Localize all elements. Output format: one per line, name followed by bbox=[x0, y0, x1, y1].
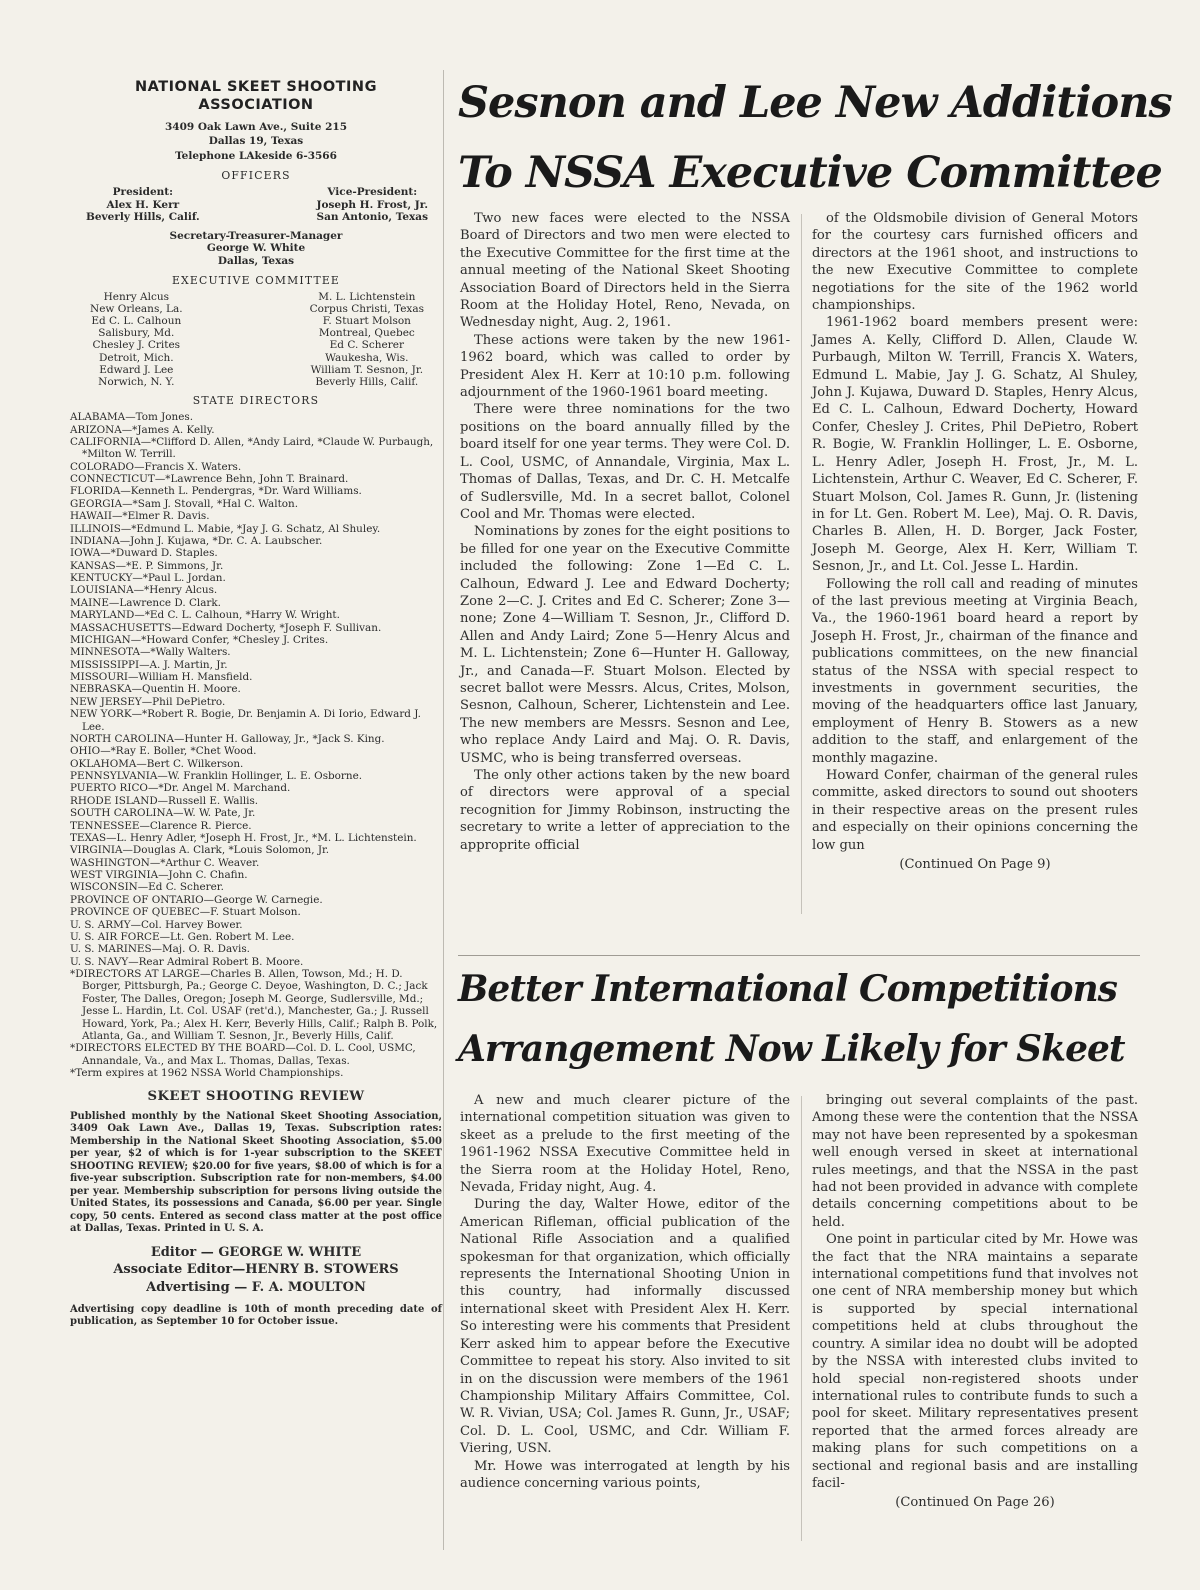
article1-headline-line2: To NSSA Executive Committee bbox=[458, 148, 1162, 198]
review-publication-info: Published monthly by the National Skeet Shooting Association, 3409 Oak Lawn Ave., Dallas 19, Texas. Subscription rates: Membership in the National Skeet Shooting Association, $5.00 per year, $2 of which is for 1-year subscription to the SKEET SHOOTING REVIEW; $20.00 for five years, $8.00 of which is for a five-year subscription. Subscription rate for non-members, $4.00 per year. Membership subscription for persons living outside the United States, its possessions and Canada, $6.00 per year. Single copy, 50 cents. Entered as second class matter at the post office at Dallas, Texas. Printed in U. S. A. bbox=[70, 1110, 442, 1235]
exec-member-line: Waukesha, Wis. bbox=[325, 351, 409, 364]
continued-notice: (Continued On Page 26) bbox=[895, 1495, 1055, 1511]
state-director-entry: SOUTH CAROLINA—W. W. Pate, Jr. bbox=[70, 807, 256, 820]
secretary-treasurer: Secretary-Treasurer-Manager George W. White Dallas, Texas bbox=[169, 229, 343, 267]
state-director-entry: OKLAHOMA—Bert C. Wilkerson. bbox=[70, 757, 244, 770]
state-director-entry: HAWAII—*Elmer R. Davis. bbox=[70, 510, 210, 523]
state-director-entry: IOWA—*Duward D. Staples. bbox=[70, 547, 218, 560]
state-director-entry: KENTUCKY—*Paul L. Jordan. bbox=[70, 572, 226, 585]
state-director-entry: U. S. NAVY—Rear Admiral Robert B. Moore. bbox=[70, 955, 304, 968]
state-director-entry: U. S. MARINES—Maj. O. R. Davis. bbox=[70, 943, 250, 956]
exec-member-line: Montreal, Quebec bbox=[318, 327, 415, 340]
state-director-entry: OHIO—*Ray E. Boller, *Chet Wood. bbox=[70, 745, 257, 758]
exec-member-line: Corpus Christi, Texas bbox=[309, 302, 424, 315]
state-director-entry: ARIZONA—*James A. Kelly. bbox=[70, 423, 215, 436]
review-title: SKEET SHOOTING REVIEW bbox=[147, 1089, 365, 1105]
article2-column-1 bbox=[460, 1092, 790, 1492]
exec-committee-heading: EXECUTIVE COMMITTEE bbox=[171, 273, 341, 287]
exec-member-line: Edward J. Lee bbox=[99, 363, 174, 376]
article-paragraph: Two new faces were elected to the NSSA Board of Directors and two men were elected to the Executive Committee for the first time at the annual meeting of the National Skeet Shooting Association Board of Directors held in the Sierra Room at the Holiday Hotel, Reno, Nevada, on Wednesday night, Aug. 2, 1961. bbox=[460, 211, 790, 331]
exec-committee-right bbox=[310, 291, 424, 388]
state-director-entry: INDIANA—John J. Kujawa, *Dr. C. A. Laubscher. bbox=[70, 534, 323, 547]
advertising-deadline: Advertising copy deadline is 10th of month preceding date of publication, as September 10 for October issue. bbox=[70, 1304, 442, 1328]
state-director-entry: GEORGIA—*Sam J. Stovall, *Hal C. Walton. bbox=[70, 497, 299, 510]
state-director-entry: NEW YORK—*Robert R. Bogie, Dr. Benjamin A. Di Iorio, Edward J. Lee. bbox=[70, 708, 421, 733]
article-paragraph: During the day, Walter Howe, editor of the American Rifleman, official publication of the National Rifle Association and a qualified spokesman for that organization, which officially represents the International Shooting Union in this country, had informally discussed international skeet with President Alex H. Kerr. So interesting were his comments that President Kerr asked him to appear before the Executive Committee to repeat his story. Also invited to sit in on the discussion were members of the 1961 Championship Military Affairs Committee, Col. W. R. Vivian, USA; Col. James R. Gunn, Jr., USAF; Col. D. L. Cool, USMC, and Cdr. William F. Viering, USN. bbox=[460, 1197, 790, 1457]
exec-member-line: Beverly Hills, Calif. bbox=[315, 375, 419, 388]
article-paragraph: One point in particular cited by Mr. Howe was the fact that the NRA maintains a separate international competitions fund that involves not one cent of NRA membership money but which is supported by special international competitions held at clubs throughout the country. A similar idea no doubt will be adopted by the NSSA with interested clubs invited to hold special non-registered shoots under international rules to contribute funds to such a pool for skeet. Military representatives present reported that the armed forces already are making plans for such competitions on a sectional and regional basis and are installing facil- bbox=[812, 1232, 1138, 1491]
continued-notice: (Continued On Page 9) bbox=[899, 857, 1051, 873]
state-director-entry: *DIRECTORS AT LARGE—Charles B. Allen, Towson, Md.; H. D. Borger, Pittsburgh, Pa.; George C. Deyoe, Washington, D. C.; Jack Foster, The Dalles, Oregon; Joseph M. George, Sudlersville, Md.; Jesse L. Hardin, Lt. Col. USAF (ret'd.), Manchester, Ga.; J. Russell Howard, York, Pa.; Alex H. Kerr, Beverly Hills, Calif.; Ralph B. Polk, Atlanta, Ga., and William T. Sesnon, Jr., Beverly Hills, Calif. bbox=[70, 968, 438, 1042]
article-paragraph: Following the roll call and reading of minutes of the last previous meeting at Virginia Beach, Va., the 1960-1961 board heard a report by Joseph H. Frost, Jr., chairman of the finance and publications committees, on the new financial status of the NSSA with special respect to investments in government securities, the moving of the headquarters office last January, employment of Henry B. Stowers as a new addition to the staff, and enlargement of the monthly magazine. bbox=[812, 576, 1138, 766]
exec-member-line: New Orleans, La. bbox=[90, 302, 183, 315]
state-director-entry: MAINE—Lawrence D. Clark. bbox=[70, 596, 221, 609]
article-paragraph: A new and much clearer picture of the international competition situation was given to skeet as a prelude to the first meeting of the 1961-1962 NSSA Executive Committee held in the Sierra room at the Holiday Hotel, Reno, Nevada, Friday night, Aug. 4. bbox=[460, 1093, 790, 1196]
state-director-entry: TENNESSEE—Clarence R. Pierce. bbox=[70, 819, 252, 832]
state-director-entry: U. S. ARMY—Col. Harvey Bower. bbox=[70, 918, 243, 931]
exec-member-line: William T. Sesnon, Jr. bbox=[310, 363, 424, 376]
state-director-entry: WISCONSIN—Ed C. Scherer. bbox=[70, 881, 224, 894]
state-director-entry: PUERTO RICO—*Dr. Angel M. Marchand. bbox=[70, 782, 291, 795]
state-director-entry: WEST VIRGINIA—John C. Chafin. bbox=[70, 869, 248, 882]
exec-member-line: Salisbury, Md. bbox=[98, 327, 175, 340]
article1-headline-line1: Sesnon and Lee New Additions bbox=[458, 78, 1172, 128]
state-directors-list bbox=[70, 411, 442, 1079]
exec-member-line: Chesley J. Crites bbox=[92, 339, 181, 352]
article-paragraph: 1961-1962 board members present were: James A. Kelly, Clifford D. Allen, Claude W. Purbaugh, Milton W. Terrill, Francis X. Waters, Edmund L. Mabie, Jay J. G. Schatz, Al Shuley, John J. Kujawa, Duward D. Staples, Henry Alcus, Ed C. L. Calhoun, Edward Docherty, Howard Confer, Chesley J. Crites, Phil DePietro, Robert R. Bogie, W. Franklin Hollinger, L. E. Osborne, L. Henry Adler, Joseph H. Frost, Jr., M. L. Lichtenstein, Arthur C. Weaver, Ed C. Scherer, F. Stuart Molson, Col. James R. Gunn, Jr. (listening in for Lt. Gen. Robert M. Lee), Maj. O. R. Davis, Charles B. Allen, H. D. Borger, Jack Foster, Joseph M. George, Alex H. Kerr, William T. Sesnon, Jr., and Lt. Col. Jesse L. Hardin. bbox=[812, 315, 1138, 575]
article-divider bbox=[458, 955, 1140, 956]
article2-headline-line1: Better International Competitions bbox=[458, 968, 1117, 1010]
exec-member-line: F. Stuart Molson bbox=[322, 315, 411, 328]
state-director-entry: NORTH CAROLINA—Hunter H. Galloway, Jr., *Jack S. King. bbox=[70, 732, 385, 745]
article-paragraph: There were three nominations for the two positions on the board annually filled by the board itself for one year terms. They were Col. D. L. Cool, USMC, of Annandale, Virginia, Max L. Thomas of Dallas, Texas, and Dr. C. H. Metcalfe of Sudlersville, Md. In a secret ballot, Colonel Cool and Mr. Thomas were elected. bbox=[460, 402, 790, 522]
article-paragraph: These actions were taken by the new 1961-1962 board, which was called to order by President Alex H. Kerr at 10:10 p.m. following adjournment of the 1960-1961 board meeting. bbox=[460, 332, 790, 401]
state-director-entry: MASSACHUSETTS—Edward Docherty, *Joseph F. Sullivan. bbox=[70, 621, 382, 634]
article1-column-1 bbox=[460, 210, 790, 854]
masthead-sidebar bbox=[70, 78, 442, 1548]
exec-member-line: Norwich, N. Y. bbox=[98, 375, 175, 388]
vice-president-block: Vice-President: Joseph H. Frost, Jr. San Antonio, Texas bbox=[316, 185, 428, 224]
state-director-entry: CALIFORNIA—*Clifford D. Allen, *Andy Laird, *Claude W. Purbaugh, *Milton W. Terrill. bbox=[70, 435, 434, 461]
state-directors-heading: STATE DIRECTORS bbox=[192, 394, 320, 408]
state-director-entry: ALABAMA—Tom Jones. bbox=[70, 411, 194, 424]
exec-member-line: Detroit, Mich. bbox=[99, 351, 174, 364]
exec-member-line: M. L. Lichtenstein bbox=[318, 290, 416, 303]
state-director-entry: VIRGINIA—Douglas A. Clark, *Louis Solomon, Jr. bbox=[70, 844, 330, 857]
article2-column-2 bbox=[812, 1092, 1138, 1512]
exec-member-line: Ed C. Scherer bbox=[329, 339, 404, 352]
state-director-entry: RHODE ISLAND—Russell E. Wallis. bbox=[70, 794, 259, 807]
article-paragraph: Howard Confer, chairman of the general rules committe, asked directors to sound out shooters in their respective areas on the present rules and especially on their opinions concerning the low gun bbox=[812, 768, 1138, 853]
state-director-entry: MARYLAND—*Ed C. L. Calhoun, *Harry W. Wright. bbox=[70, 609, 340, 622]
state-director-entry: WASHINGTON—*Arthur C. Weaver. bbox=[70, 856, 260, 869]
state-director-entry: PENNSYLVANIA—W. Franklin Hollinger, L. E. Osborne. bbox=[70, 770, 363, 783]
officers bbox=[86, 186, 428, 224]
state-director-entry: NEW JERSEY—Phil DePietro. bbox=[70, 695, 226, 708]
state-director-entry: NEBRASKA—Quentin H. Moore. bbox=[70, 683, 241, 696]
org-address: 3409 Oak Lawn Ave., Suite 215 Dallas 19, Texas Telephone LAkeside 6-3566 bbox=[164, 121, 348, 162]
state-director-entry: MISSOURI—William H. Mansfield. bbox=[70, 671, 253, 684]
state-director-entry: PROVINCE OF QUEBEC—F. Stuart Molson. bbox=[70, 906, 301, 919]
article-paragraph: Nominations by zones for the eight positions to be filled for one year on the Executive Committe included the following: Zone 1—Ed C. L. Calhoun, Edward J. Lee and Edward Docherty; Zone 2—C. J. Crites and Ed C. Scherer; Zone 3—none; Zone 4—William T. Sesnon, Jr., Clifford D. Allen and Andy Laird; Zone 5—Henry Alcus and M. L. Lichtenstein; Zone 6—Hunter H. Galloway, Jr., and Canada—F. Stuart Molson. Elected by secret ballot were Messrs. Alcus, Crites, Molson, Sesnon, Calhoun, Scherer, Lichtenstein and Lee. The new members are Messrs. Sesnon and Lee, who replace Andy Laird and Maj. O. R. Davis, USMC, who is being transferred overseas. bbox=[460, 524, 790, 766]
officers-heading: OFFICERS bbox=[221, 168, 291, 182]
article-paragraph: The only other actions taken by the new board of directors were approval of a special recognition for Jimmy Robinson, instructing the secretary to write a letter of appreciation to the approprite official bbox=[460, 768, 790, 853]
state-director-entry: LOUISIANA—*Henry Alcus. bbox=[70, 584, 218, 597]
exec-member-line: Ed C. L. Calhoun bbox=[91, 315, 182, 328]
exec-committee-list bbox=[90, 291, 424, 388]
state-director-entry: FLORIDA—Kenneth L. Pendergras, *Dr. Ward Williams. bbox=[70, 485, 362, 498]
article1-column-2 bbox=[812, 210, 1138, 873]
state-director-entry: *Term expires at 1962 NSSA World Championships. bbox=[70, 1067, 344, 1080]
article-paragraph: bringing out several complaints of the past. Among these were the contention that the NSSA may not have been represented by a spokesman well enough versed in skeet at international rules meetings, and that the NSSA in the past had not been provided in advance with complete details concerning competitions about to be held. bbox=[812, 1093, 1138, 1230]
article2-column-divider bbox=[801, 1096, 802, 1541]
state-director-entry: CONNECTICUT—*Lawrence Behn, John T. Brainard. bbox=[70, 473, 349, 486]
state-director-entry: KANSAS—*E. P. Simmons, Jr. bbox=[70, 559, 224, 572]
president-block: President: Alex H. Kerr Beverly Hills, Calif. bbox=[86, 185, 200, 224]
state-director-entry: ILLINOIS—*Edmund L. Mabie, *Jay J. G. Schatz, Al Shuley. bbox=[70, 522, 381, 535]
exec-committee-left bbox=[90, 291, 183, 388]
article-paragraph: Mr. Howe was interrogated at length by his audience concerning various points, bbox=[460, 1458, 790, 1491]
article2-headline-line2: Arrangement Now Likely for Skeet bbox=[458, 1028, 1125, 1070]
org-name: NATIONAL SKEET SHOOTING ASSOCIATION bbox=[135, 79, 377, 114]
state-director-entry: *DIRECTORS ELECTED BY THE BOARD—Col. D. L. Cool, USMC, Annandale, Va., and Max L. Thomas, Dallas, Texas. bbox=[70, 1042, 416, 1067]
state-director-entry: MISSISSIPPI—A. J. Martin, Jr. bbox=[70, 658, 228, 671]
state-director-entry: COLORADO—Francis X. Waters. bbox=[70, 460, 242, 473]
state-director-entry: MINNESOTA—*Wally Walters. bbox=[70, 646, 231, 659]
state-director-entry: PROVINCE OF ONTARIO—George W. Carnegie. bbox=[70, 893, 323, 906]
exec-member-line: Henry Alcus bbox=[103, 290, 169, 303]
sidebar-divider bbox=[443, 70, 444, 1550]
article-paragraph: of the Oldsmobile division of General Motors for the courtesy cars furnished officers and directors at the 1961 shoot, and instructions to the new Executive Committee to complete negotiations for the site of the 1962 world championships. bbox=[812, 211, 1138, 314]
article1-column-divider bbox=[801, 214, 802, 914]
state-director-entry: U. S. AIR FORCE—Lt. Gen. Robert M. Lee. bbox=[70, 930, 295, 943]
editor-credits: Editor — GEORGE W. WHITE Associate Editor—HENRY B. STOWERS Advertising — F. A. MOULTON bbox=[113, 1244, 399, 1295]
state-director-entry: MICHIGAN—*Howard Confer, *Chesley J. Crites. bbox=[70, 633, 329, 646]
state-director-entry: TEXAS—L. Henry Adler, *Joseph H. Frost, Jr., *M. L. Lichtenstein. bbox=[70, 831, 417, 844]
